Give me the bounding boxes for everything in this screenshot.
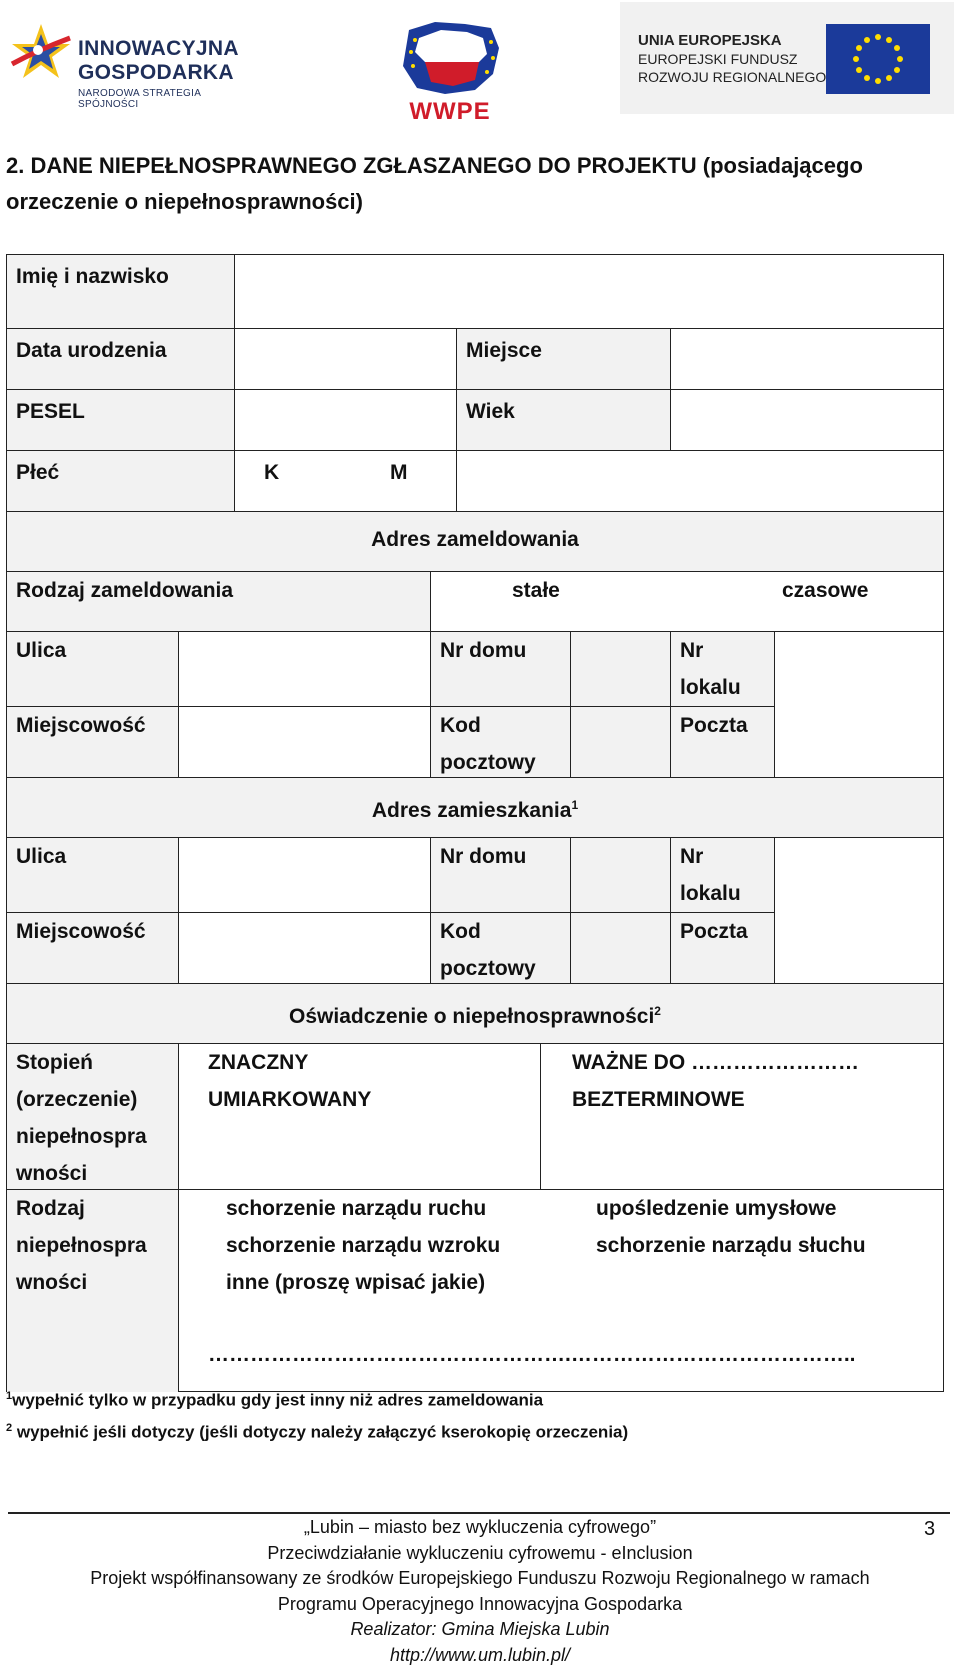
footer	[0, 1515, 960, 1668]
degree-significant-option[interactable]: ZNACZNY	[208, 1051, 309, 1074]
place-label: Miejsce	[466, 339, 542, 362]
residence-house-no-label: Nr domu	[440, 845, 527, 868]
postcode-label-line: pocztowy	[440, 957, 536, 980]
registration-type-label: Rodzaj zameldowania	[16, 579, 234, 602]
disability-type-label-line: wności	[16, 1271, 88, 1294]
street-label: Ulica	[16, 639, 67, 662]
residence-post-office-label: Poczta	[680, 920, 748, 943]
type-motor-option[interactable]: schorzenie narządu ruchu	[226, 1197, 487, 1220]
postcode-label-line: pocztowy	[440, 751, 536, 774]
birth-place-field[interactable]	[671, 329, 943, 389]
residence-address-title: Adres zamieszkania	[371, 799, 572, 822]
residence-house-no-field[interactable]	[571, 838, 670, 912]
sex-label: Płeć	[16, 461, 60, 484]
disability-type-label-line: niepełnospra	[16, 1234, 147, 1257]
registered-address-header: Adres zameldowania	[371, 528, 579, 551]
indefinite-option[interactable]: BEZTERMINOWE	[572, 1088, 745, 1111]
star-swoosh-icon	[8, 20, 74, 86]
other-type-dotted-line[interactable]: …………………………………………….…………………………………..	[208, 1343, 856, 1366]
wwpe-logo	[395, 18, 505, 126]
logo-line: EUROPEJSKI FUNDUSZ	[638, 51, 798, 67]
post-office-field[interactable]	[775, 707, 943, 777]
logo-line: UNIA EUROPEJSKA	[638, 32, 782, 49]
age-field[interactable]	[671, 390, 943, 450]
birth-date-field[interactable]	[235, 329, 456, 389]
wwpe-logo-text: WWPE	[409, 98, 491, 125]
type-hearing-option[interactable]: schorzenie narządu słuchu	[596, 1234, 866, 1257]
footer-line: Realizator: Gmina Miejska Lubin	[350, 1619, 610, 1639]
postcode-label	[430, 703, 570, 785]
footnote-number: 2	[6, 1422, 13, 1434]
type-vision-option[interactable]: schorzenie narządu wzroku	[226, 1234, 501, 1257]
residence-address-header	[6, 777, 944, 833]
type-other-option[interactable]: inne (proszę wpisać jakie)	[226, 1271, 486, 1294]
apt-no-label	[670, 628, 774, 710]
house-no-field[interactable]	[571, 632, 670, 706]
apt-no-label-line: lokalu	[680, 676, 741, 699]
town-label: Miejscowość	[16, 714, 146, 737]
name-field[interactable]	[235, 255, 943, 328]
apt-no-field[interactable]	[775, 632, 943, 706]
footer-line: Przeciwdziałanie wykluczeniu cyfrowemu - eInclusion	[267, 1542, 693, 1563]
apt-no-label-line: Nr	[680, 639, 704, 662]
postcode-field[interactable]	[571, 707, 670, 777]
residence-apt-no-field[interactable]	[775, 838, 943, 912]
apt-no-label-line: lokalu	[680, 882, 741, 905]
degree-label-line: niepełnospra	[16, 1125, 147, 1148]
registration-temporary-option[interactable]: czasowe	[782, 579, 869, 602]
sex-option-m[interactable]: M	[390, 461, 408, 484]
logo-line: INNOWACYJNA	[78, 37, 239, 60]
innowacyjna-gospodarka-logo	[8, 14, 248, 110]
degree-moderate-option[interactable]: UMIARKOWANY	[208, 1088, 372, 1111]
name-label: Imię i nazwisko	[16, 265, 169, 288]
footnote-ref: 1	[571, 798, 579, 812]
footer-line: Programu Operacyjnego Innowacyjna Gospodarka	[277, 1593, 683, 1614]
degree-label-line: Stopień	[16, 1051, 93, 1074]
residence-postcode-field[interactable]	[571, 913, 670, 983]
disability-type-label-line: Rodzaj	[16, 1197, 85, 1220]
postcode-label-line: Kod	[440, 714, 481, 737]
footnote-text: wypełnić tylko w przypadku gdy jest inny niż adres zameldowania	[12, 1390, 544, 1410]
logo-line: GOSPODARKA	[78, 61, 234, 84]
degree-label-line: wności	[16, 1162, 88, 1185]
residence-street-label: Ulica	[16, 845, 67, 868]
disability-statement-title: Oświadczenie o niepełnosprawności	[289, 1005, 655, 1028]
age-label: Wiek	[466, 400, 515, 423]
house-no-label: Nr domu	[440, 639, 527, 662]
footer-link[interactable]: http://www.um.lubin.pl/	[389, 1644, 571, 1665]
disabled-person-form-table	[6, 254, 944, 1392]
logo-line: NARODOWA STRATEGIA SPÓJNOŚCI	[78, 88, 201, 110]
logo-line: ROZWOJU REGIONALNEGO	[638, 69, 827, 85]
apt-no-label-line: Nr	[680, 845, 704, 868]
page-number: 3	[924, 1518, 936, 1540]
disability-type-label	[6, 1186, 178, 1305]
eu-logo	[620, 2, 954, 114]
post-office-label: Poczta	[680, 714, 748, 737]
degree-label	[6, 1040, 178, 1196]
street-field[interactable]	[179, 632, 430, 706]
sex-option-k[interactable]: K	[264, 461, 280, 484]
valid-until-option[interactable]: WAŻNE DO ……………………	[572, 1051, 859, 1074]
residence-apt-no-label	[670, 834, 774, 916]
footnote-2	[6, 1422, 628, 1443]
residence-post-office-field[interactable]	[775, 913, 943, 983]
footnote-ref: 2	[654, 1004, 661, 1018]
degree-label-line: (orzeczenie)	[16, 1088, 138, 1111]
footer-line: „Lubin – miasto bez wykluczenia cyfrowego”	[303, 1517, 657, 1537]
poland-map-icon	[395, 18, 505, 98]
pesel-field[interactable]	[235, 390, 456, 450]
postcode-label-line: Kod	[440, 920, 481, 943]
residence-town-field[interactable]	[179, 913, 430, 983]
footer-line: Projekt współfinansowany ze środków Europejskiego Funduszu Rozwoju Regionalnego w ramach	[90, 1568, 870, 1588]
disability-statement-header	[6, 983, 944, 1039]
residence-postcode-label	[430, 909, 570, 991]
type-mental-option[interactable]: upośledzenie umysłowe	[596, 1197, 837, 1220]
footnote-text: wypełnić jeśli dotyczy (jeśli dotyczy należy załączyć kserokopię orzeczenia)	[12, 1422, 629, 1442]
footnote-1	[6, 1390, 543, 1411]
residence-town-label: Miejscowość	[16, 920, 146, 943]
birth-date-label: Data urodzenia	[16, 339, 167, 362]
footer-divider	[8, 1512, 950, 1514]
pesel-label: PESEL	[16, 400, 85, 423]
footnote-number: 1	[6, 1390, 13, 1402]
town-field[interactable]	[179, 707, 430, 777]
section-title: 2. DANE NIEPEŁNOSPRAWNEGO ZGŁASZANEGO DO PROJEKTU (posiadającego orzeczenie o niepełnosprawności)	[6, 153, 863, 214]
registration-permanent-option[interactable]: stałe	[512, 579, 560, 602]
eu-flag-icon	[826, 24, 930, 94]
residence-street-field[interactable]	[179, 838, 430, 912]
